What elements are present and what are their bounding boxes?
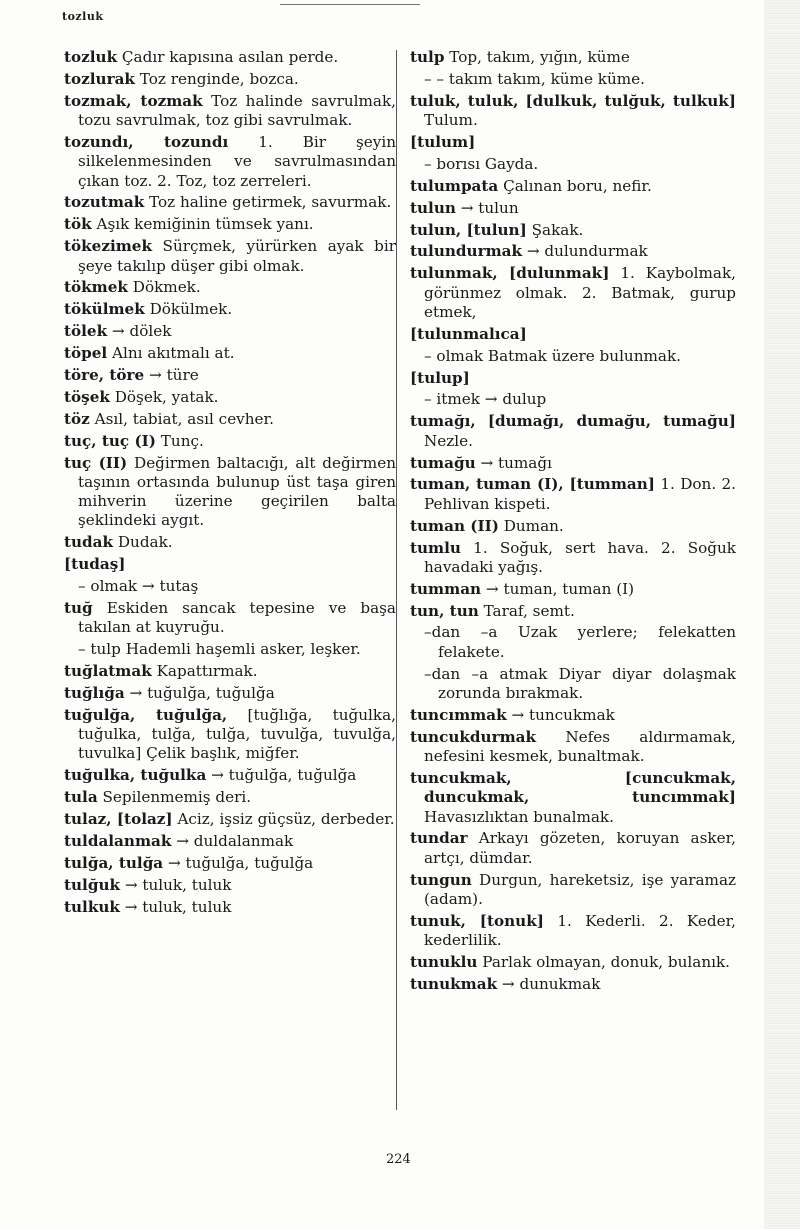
entry-headword: [tulup]: [410, 368, 470, 387]
entry-definition: Döşek, yatak.: [109, 387, 219, 406]
entry-headword: tuncımmak: [410, 705, 507, 724]
entry-definition: 1. Soğuk, sert hava. 2. Soğuk havadaki yağış.: [424, 538, 736, 576]
entry-headword: tumağı, [dumağı, dumağu, tumağu]: [410, 412, 736, 431]
dictionary-entry: [64, 92, 396, 131]
dictionary-entry: [410, 48, 736, 67]
entry-headword: tungun: [410, 870, 472, 889]
entry-definition: → tuluk, tuluk: [120, 875, 232, 894]
dictionary-entry: [410, 975, 736, 994]
entry-headword: tuğulğa, tuğulğa,: [64, 705, 228, 724]
entry-headword: tulun, [tulun]: [410, 220, 527, 239]
entry-definition: –dan –a atmak Diyar diyar dolaşmak zorunda bırakmak.: [424, 664, 736, 702]
entry-headword: töpel: [64, 344, 108, 363]
entry-definition: Durgun, hareketsiz, işe yaramaz (adam).: [424, 870, 736, 908]
entry-definition: Sepilenmemiş deri.: [97, 788, 252, 807]
dictionary-entry: [64, 706, 396, 764]
entry-definition: – olmak → tutaş: [78, 577, 199, 596]
entry-headword: [tulum]: [410, 132, 476, 151]
entry-headword: tuman (II): [410, 516, 499, 535]
dictionary-entry: [410, 221, 736, 240]
dictionary-entry: [410, 829, 736, 868]
dictionary-entry: [410, 706, 736, 725]
entry-definition: Toz haline getirmek, savurmak.: [144, 193, 392, 212]
dictionary-entry: [410, 517, 736, 536]
entry-headword: tuç (II): [64, 453, 128, 472]
entry-definition: Tunç.: [155, 431, 204, 450]
dictionary-entry: [64, 344, 396, 363]
dictionary-entry: [410, 199, 736, 218]
entry-definition: → dunukmak: [497, 974, 601, 993]
entry-definition: Sürçmek, yürürken ayak bir şeye takılıp düşer gibi olmak.: [78, 237, 396, 275]
entry-definition: → dölek: [107, 322, 172, 341]
entry-definition: Kapattırmak.: [151, 662, 258, 681]
entry-headword: tumağu: [410, 453, 476, 472]
entry-definition: Dökülmek.: [144, 300, 233, 319]
entry-definition: → türe: [144, 365, 199, 384]
dictionary-entry: [64, 533, 396, 552]
entry-definition: → tuğulğa, tuğulğa: [206, 766, 357, 785]
entry-definition: → tumağı: [475, 453, 552, 472]
entry-headword: tozundı, tozundı: [64, 132, 229, 151]
entry-definition: Taraf, semt.: [478, 601, 575, 620]
dictionary-entry: [410, 390, 736, 409]
entry-definition: Toz halinde savrulmak, tozu savrulmak, toz gibi savrulmak.: [78, 91, 397, 130]
entry-headword: tozmak, tozmak: [64, 91, 203, 110]
entry-headword: töşek: [64, 387, 110, 406]
dictionary-entry: [64, 662, 396, 681]
dictionary-entry: [410, 92, 736, 131]
left-column: [64, 48, 396, 920]
entry-headword: tulğa, tulğa: [64, 853, 164, 872]
entry-headword: tozlurak: [64, 69, 135, 88]
entry-headword: tuç, tuç (I): [64, 431, 156, 450]
entry-headword: tuğlığa: [64, 683, 125, 702]
entry-headword: tuğlatmak: [64, 662, 152, 681]
dictionary-entry: [410, 325, 736, 344]
dictionary-entry: [64, 788, 396, 807]
entry-definition: → tulun: [455, 198, 519, 217]
entry-headword: tunuklu: [410, 952, 478, 971]
entry-headword: tökmek: [64, 278, 128, 297]
entry-headword: tumlu: [410, 538, 461, 557]
entry-definition: Tulum.: [424, 111, 478, 130]
entry-headword: tulkuk: [64, 897, 120, 916]
dictionary-entry: [410, 580, 736, 599]
entry-definition: Parlak olmayan, donuk, bulanık.: [477, 952, 731, 971]
entry-headword: tuğ: [64, 599, 93, 617]
entry-headword: tulundurmak: [410, 242, 523, 261]
dictionary-entry: [64, 278, 396, 297]
dictionary-entry: [64, 876, 396, 895]
entry-headword: [tulunmalıca]: [410, 324, 527, 343]
dictionary-entry: [410, 242, 736, 261]
dictionary-entry: [64, 410, 396, 429]
dictionary-entry: [64, 322, 396, 341]
entry-definition: – tulp Hademli haşemli asker, leşker.: [78, 640, 361, 659]
dictionary-entry: [410, 133, 736, 152]
entry-definition: Top, takım, yığın, küme: [444, 48, 630, 66]
entry-definition: –dan –a Uzak yerlere; felekatten felakete.: [424, 623, 736, 661]
dictionary-entry: [64, 766, 396, 785]
entry-headword: tuldalanmak: [64, 832, 172, 851]
entry-headword: tuluk, tuluk, [dulkuk, tulğuk, tulkuk]: [410, 91, 736, 110]
entry-headword: tökülmek: [64, 300, 145, 319]
entry-headword: tölek: [64, 322, 108, 341]
entry-definition: Çadır kapısına asılan perde.: [117, 48, 339, 66]
entry-definition: Nezle.: [424, 431, 473, 450]
dictionary-entry: [410, 912, 736, 951]
entry-definition: → duldalanmak: [171, 832, 294, 851]
running-head: tozluk: [62, 10, 104, 23]
entry-headword: tula: [64, 788, 98, 807]
dictionary-entry: [64, 898, 396, 917]
dictionary-entry: [410, 155, 736, 174]
entry-definition: → tuluk, tuluk: [119, 897, 232, 916]
dictionary-entry: [64, 599, 396, 638]
entry-headword: tozutmak: [64, 193, 145, 212]
dictionary-entry: [410, 70, 736, 89]
entry-headword: tunukmak: [410, 974, 498, 993]
dictionary-entry: [64, 640, 396, 659]
entry-headword: tulğuk: [64, 875, 121, 894]
dictionary-entry: [410, 454, 736, 473]
top-edge-line: [280, 4, 420, 5]
entry-definition: → dulundurmak: [522, 242, 648, 261]
dictionary-entry: [64, 854, 396, 873]
entry-headword: [tudaş]: [64, 555, 126, 574]
dictionary-entry: [64, 237, 396, 276]
dictionary-entry: [410, 539, 736, 578]
dictionary-entry: [410, 769, 736, 827]
dictionary-entry: [64, 193, 396, 212]
entry-headword: tunuk, [tonuk]: [410, 911, 544, 930]
entry-headword: tumman: [410, 579, 482, 598]
dictionary-entry: [410, 728, 736, 767]
dictionary-entry: [64, 133, 396, 191]
entry-definition: Çalınan boru, nefir.: [498, 176, 652, 195]
entry-headword: töre, töre: [64, 365, 145, 384]
entry-headword: tökezimek: [64, 237, 152, 256]
dictionary-entry: [64, 70, 396, 89]
dictionary-entry: [410, 369, 736, 388]
dictionary-entry: [410, 871, 736, 910]
entry-headword: tuğulka, tuğulka: [64, 766, 207, 785]
entry-definition: – olmak Batmak üzere bulunmak.: [424, 346, 681, 365]
entry-definition: → tuncukmak: [506, 705, 615, 724]
dictionary-entry: [410, 623, 736, 662]
entry-definition: – itmek → dulup: [424, 390, 547, 409]
entry-definition: Aşık kemiğinin tümsek yanı.: [91, 215, 314, 234]
column-divider: [396, 50, 397, 1110]
entry-headword: tundar: [410, 829, 468, 848]
entry-headword: tudak: [64, 533, 114, 552]
entry-definition: – borısı Gayda.: [424, 154, 539, 173]
right-column: [410, 48, 736, 997]
dictionary-entry: [64, 215, 396, 234]
entry-definition: – – takım takım, küme küme.: [424, 69, 645, 88]
dictionary-entry: [64, 555, 396, 574]
entry-definition: Değirmen baltacığı, alt değirmen taşının ortasında bulunup üst taşa giren mihverin üzerine geçirilen balta şeklindeki aygıt.: [78, 453, 396, 530]
dictionary-entry: [410, 177, 736, 196]
entry-definition: Asıl, tabiat, asıl cevher.: [89, 409, 274, 428]
entry-headword: tulunmak, [dulunmak]: [410, 264, 610, 283]
dictionary-entry: [64, 388, 396, 407]
dictionary-entry: [64, 300, 396, 319]
entry-headword: tulp: [410, 48, 445, 66]
entry-headword: tun, tun: [410, 601, 479, 620]
entry-definition: 1. Kederli. 2. Keder, kederlilik.: [424, 911, 736, 950]
dictionary-entry: [410, 264, 736, 322]
entry-definition: 1. Don. 2. Pehlivan kispeti.: [424, 475, 736, 513]
dictionary-entry: [410, 347, 736, 366]
entry-definition: Eskiden sancak tepesine ve başa takılan at kuyruğu.: [78, 599, 396, 637]
entry-definition: 1. Bir şeyin silkelenmesinden ve savrulmasından çıkan toz. 2. Toz, toz zerreleri.: [78, 132, 396, 190]
entry-definition: Aciz, işsiz güçsüz, derbeder.: [172, 810, 395, 829]
entry-definition: [tuğlığa, tuğulka, tuğulka, tulğa, tulğa, tuvulğa, tuvulğa, tuvulka] Çelik başlık, miğfer.: [78, 705, 396, 763]
entry-definition: Toz renginde, bozca.: [134, 69, 299, 88]
entry-definition: 1. Kaybolmak, görünmez olmak. 2. Batmak, gurup etmek,: [424, 264, 736, 321]
entry-headword: tulun: [410, 198, 456, 217]
entry-definition: → tuğulğa, tuğulğa: [163, 853, 314, 872]
dictionary-entry: [410, 953, 736, 972]
dictionary-entry: [64, 48, 396, 67]
dictionary-entry: [64, 684, 396, 703]
entry-definition: Dökmek.: [127, 278, 201, 297]
entry-headword: tök: [64, 215, 92, 234]
entry-definition: Şakak.: [526, 220, 584, 239]
page-edge-shadow: [764, 0, 800, 1229]
entry-headword: töz: [64, 409, 90, 428]
dictionary-entry: [64, 810, 396, 829]
entry-definition: → tuğulğa, tuğulğa: [124, 683, 275, 702]
dictionary-entry: [64, 454, 396, 531]
dictionary-entry: [410, 412, 736, 451]
entry-definition: Duman.: [498, 516, 564, 535]
entry-headword: tulumpata: [410, 176, 499, 195]
entry-definition: Dudak.: [113, 533, 173, 552]
dictionary-entry: [64, 366, 396, 385]
page-number: 224: [386, 1152, 411, 1167]
entry-definition: Arkayı gözeten, koruyan asker, artçı, dümdar.: [424, 829, 736, 867]
dictionary-entry: [64, 832, 396, 851]
entry-headword: tuncukmak, [cuncukmak, duncukmak, tuncımmak]: [410, 768, 736, 807]
dictionary-entry: [410, 475, 736, 514]
entry-headword: tozluk: [64, 48, 118, 66]
dictionary-entry: [410, 602, 736, 621]
entry-headword: tuman, tuman (I), [tumman]: [410, 475, 655, 494]
entry-headword: tulaz, [tolaz]: [64, 810, 173, 829]
entry-definition: Alnı akıtmalı at.: [107, 344, 235, 363]
dictionary-entry: [64, 577, 396, 596]
entry-definition: Havasızlıktan bunalmak.: [424, 807, 614, 826]
dictionary-entry: [64, 432, 396, 451]
entry-headword: tuncukdurmak: [410, 727, 537, 746]
entry-definition: Nefes aldırmamak, nefesini kesmek, bunaltmak.: [424, 727, 736, 766]
dictionary-entry: [410, 665, 736, 704]
entry-definition: → tuman, tuman (I): [481, 579, 635, 598]
